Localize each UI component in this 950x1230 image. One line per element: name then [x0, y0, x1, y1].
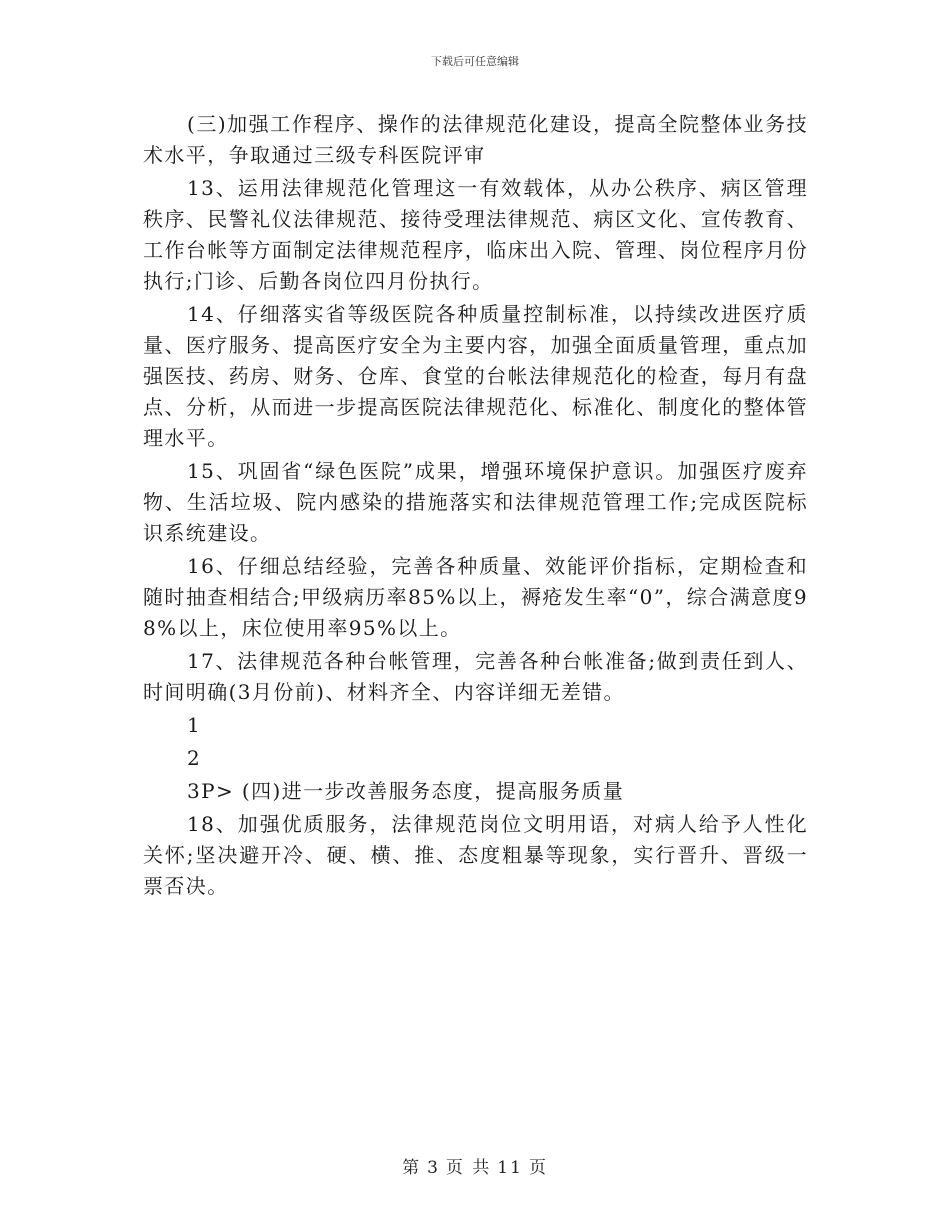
footer-prefix: 第	[402, 1158, 422, 1178]
footer-middle: 页 共	[445, 1158, 492, 1178]
paragraph-item-18: 18、加强优质服务，法律规范岗位文明用语，对病人给予人性化关怀;坚决避开冷、硬、横、推、态度粗暴等现象，实行晋升、晋级一票否决。	[143, 812, 808, 898]
paragraph-number-2: 2	[187, 746, 202, 770]
footer-current-page: 3	[427, 1158, 440, 1178]
paragraph-item-13: 13、运用法律规范化管理这一有效载体，从办公秩序、病区管理秩序、民警礼仪法律规范、接待受理法律规范、病区文化、宣传教育、工作台帐等方面制定法律规范程序，临床出入院、管理、岗位程序月份执行;门诊、后勤各岗位四月份执行。	[143, 176, 808, 293]
paragraph-item-14: 14、仔细落实省等级医院各种质量控制标准，以持续改进医疗质量、医疗服务、提高医疗安全为主要内容，加强全面质量管理，重点加强医技、药房、财务、仓库、食堂的台帐法律规范化的检查，每月有盘点、分析，从而进一步提高医院法律规范化、标准化、制度化的整体管理水平。	[143, 302, 808, 450]
paragraph-item-17: 17、法律规范各种台帐管理，完善各种台帐准备;做到责任到人、时间明确(3月份前)、材料齐全、内容详细无差错。	[143, 649, 808, 704]
paragraph-number-1: 1	[187, 713, 202, 737]
paragraph-item-16: 16、仔细总结经验，完善各种质量、效能评价指标，定期检查和随时抽查相结合;甲级病历率85%以上，褥疮发生率“0”，综合满意度98%以上，床位使用率95%以上。	[143, 554, 808, 640]
page-footer	[0, 1153, 950, 1178]
page-header: 下载后可任意编辑	[431, 55, 519, 68]
paragraph-section-4-heading: 3P> (四)进一步改善服务态度，提高服务质量	[187, 779, 625, 803]
document-body	[143, 109, 808, 904]
paragraph-item-15: 15、巩固省“绿色医院”成果，增强环境保护意识。加强医疗废弃物、生活垃圾、院内感染的措施落实和法律规范管理工作;完成医院标识系统建设。	[143, 459, 808, 545]
paragraph-section-3-heading: (三)加强工作程序、操作的法律规范化建设，提高全院整体业务技术水平，争取通过三级专科医院评审	[143, 112, 808, 167]
footer-suffix: 页	[528, 1158, 548, 1178]
footer-total-pages: 11	[497, 1158, 523, 1178]
